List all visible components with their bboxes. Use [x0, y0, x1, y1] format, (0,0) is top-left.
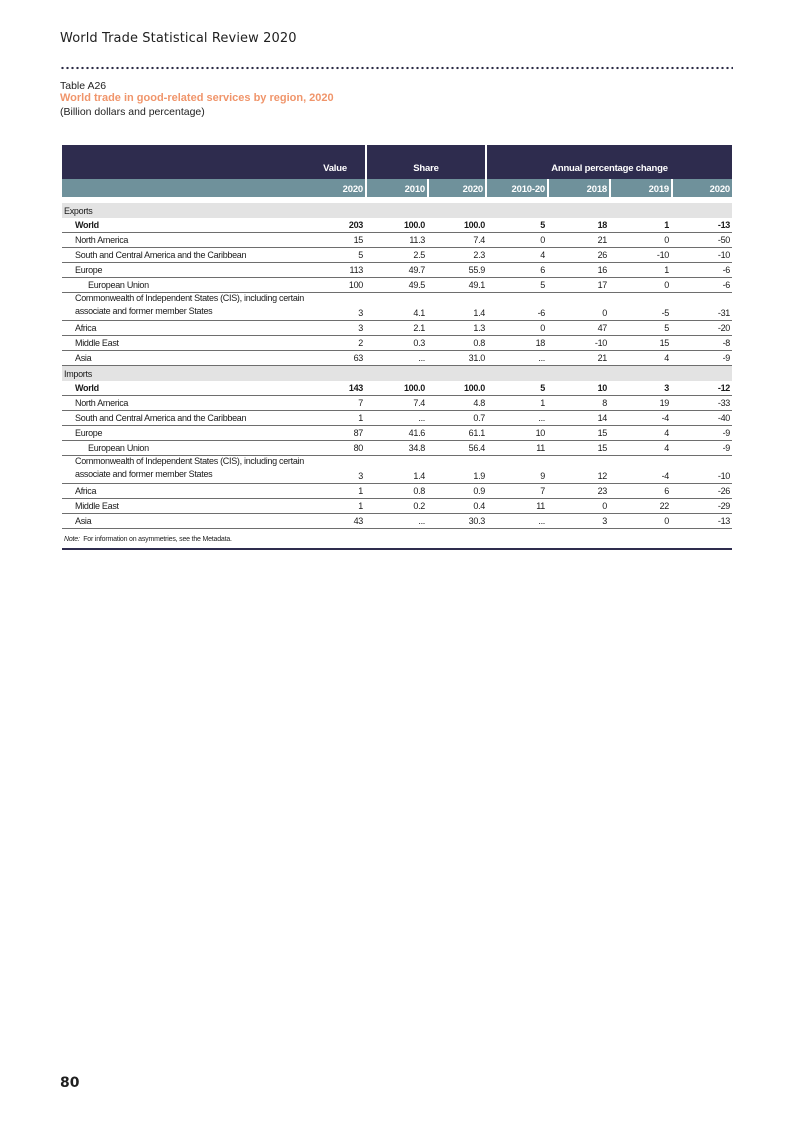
table-row [62, 233, 732, 248]
page-number: 80 [60, 1075, 80, 1091]
table-header-groups [62, 145, 732, 179]
row-value: 41.6 [408, 428, 425, 438]
section-label: Exports [64, 206, 93, 216]
row-value: 30.3 [468, 516, 485, 526]
row-value: -6 [722, 280, 730, 290]
row-value: 6 [664, 486, 669, 496]
table-row [62, 336, 732, 351]
row-value: 1 [358, 501, 363, 511]
row-value: 3 [358, 323, 363, 333]
imports-section-header [62, 366, 732, 381]
row-value: 100.0 [403, 220, 425, 230]
row-value: 1 [358, 486, 363, 496]
col-header: 2010-20 [511, 183, 545, 195]
row-label: North America [75, 235, 129, 245]
row-value: 55.9 [468, 265, 485, 275]
row-value: 23 [597, 486, 607, 496]
row-value: 11 [536, 443, 545, 453]
row-value: 34.8 [408, 443, 425, 453]
row-value: -20 [717, 323, 730, 333]
exports-section-header [62, 203, 732, 218]
row-value: -9 [722, 353, 730, 363]
row-value: 47 [597, 323, 607, 333]
row-value: 5 [358, 250, 363, 260]
row-value: 31.0 [468, 353, 485, 363]
row-label: Commonwealth of Independent States (CIS), including certain associate and former member States [75, 456, 304, 479]
row-value: 2.3 [473, 250, 485, 260]
row-value: ... [538, 413, 545, 423]
row-value: -13 [717, 516, 730, 526]
row-value: 87 [353, 428, 363, 438]
report-title: World Trade Statistical Review 2020 [60, 31, 297, 46]
row-value: 1.4 [413, 471, 425, 481]
data-table [62, 145, 732, 550]
row-value: 61.1 [468, 428, 485, 438]
row-label: Africa [75, 486, 97, 496]
row-value: 0.2 [413, 501, 425, 511]
row-value: 11 [536, 501, 545, 511]
row-value: 49.7 [408, 265, 425, 275]
row-value: -6 [722, 265, 730, 275]
row-value: -40 [717, 413, 730, 423]
row-value: 7 [540, 486, 545, 496]
row-value: 7.4 [413, 398, 425, 408]
row-value: 3 [602, 516, 607, 526]
row-value: 100 [348, 280, 363, 290]
row-value: -8 [722, 338, 730, 348]
exports-section [62, 203, 732, 366]
table-row [62, 218, 732, 233]
row-value: 0 [664, 280, 669, 290]
row-value: 3 [358, 308, 363, 318]
table-row [62, 381, 732, 396]
row-label: North America [75, 398, 129, 408]
row-value: 5 [540, 220, 545, 230]
section-label: Imports [64, 369, 92, 379]
header-group-value: Value [323, 162, 347, 174]
table-row [62, 426, 732, 441]
row-value: ... [418, 353, 425, 363]
row-value: 15 [659, 338, 669, 348]
row-label: Africa [75, 323, 97, 333]
row-value: -10 [717, 471, 730, 481]
row-value: 12 [597, 471, 607, 481]
imports-section [62, 366, 732, 529]
table-notes [62, 529, 732, 550]
row-value: -10 [656, 250, 669, 260]
row-value: 0 [664, 516, 669, 526]
row-value: 0.4 [473, 501, 485, 511]
row-value: 15 [597, 428, 607, 438]
row-value: 0.9 [473, 486, 485, 496]
row-value: 21 [597, 235, 607, 245]
table-row [62, 456, 732, 484]
row-value: 4 [540, 250, 545, 260]
row-value: 18 [535, 338, 545, 348]
row-value: 16 [597, 265, 607, 275]
row-value: 5 [540, 280, 545, 290]
row-value: 1.4 [473, 308, 485, 318]
row-label: World [75, 383, 99, 393]
row-value: 1 [664, 220, 669, 230]
row-value: 1 [358, 413, 363, 423]
table-row [62, 411, 732, 426]
row-value: -4 [661, 413, 669, 423]
row-label: South and Central America and the Caribbean [75, 250, 247, 260]
row-label: World [75, 220, 99, 230]
table-subtitle: (Billion dollars and percentage) [60, 106, 205, 118]
table-row [62, 321, 732, 336]
row-value: 3 [664, 383, 669, 393]
col-header: 2020 [342, 183, 363, 195]
note-text: For information on asymmetries, see the Metadata. [83, 536, 232, 543]
row-value: -5 [661, 308, 669, 318]
row-value: 4 [664, 443, 669, 453]
table-title: World trade in good-related services by region, 2020 [60, 92, 334, 104]
row-value: 18 [597, 220, 607, 230]
row-value: 7.4 [473, 235, 485, 245]
row-value: -10 [594, 338, 607, 348]
row-label: European Union [88, 443, 149, 453]
row-value: 2.1 [413, 323, 425, 333]
row-label: Commonwealth of Independent States (CIS), including certain associate and former member States [75, 293, 304, 316]
row-value: ... [418, 516, 425, 526]
row-value: ... [538, 516, 545, 526]
row-value: 143 [348, 383, 363, 393]
row-value: 49.5 [408, 280, 425, 290]
row-value: 9 [540, 471, 545, 481]
row-value: 15 [353, 235, 363, 245]
row-label: Middle East [75, 501, 119, 511]
row-value: ... [418, 413, 425, 423]
row-label: Middle East [75, 338, 119, 348]
col-header: 2020 [709, 183, 730, 195]
row-value: -12 [717, 383, 730, 393]
row-value: 5 [664, 323, 669, 333]
row-value: 100.0 [463, 220, 485, 230]
table-row [62, 396, 732, 411]
row-label: South and Central America and the Caribbean [75, 413, 247, 423]
row-value: 113 [349, 265, 363, 275]
row-value: 4.8 [473, 398, 485, 408]
row-value: -13 [717, 220, 730, 230]
row-value: -50 [717, 235, 730, 245]
row-value: 26 [597, 250, 607, 260]
row-value: -33 [717, 398, 730, 408]
row-value: -9 [722, 443, 730, 453]
row-value: 49.1 [468, 280, 485, 290]
row-value: 5 [540, 383, 545, 393]
row-value: 0.8 [473, 338, 485, 348]
row-value: -4 [661, 471, 669, 481]
row-value: -26 [717, 486, 730, 496]
col-header: 2019 [648, 183, 669, 195]
row-value: 43 [353, 516, 363, 526]
row-value: 6 [540, 265, 545, 275]
row-label: Asia [75, 516, 92, 526]
row-value: 10 [597, 383, 607, 393]
row-value: 0 [664, 235, 669, 245]
row-value: -29 [717, 501, 730, 511]
row-value: 2 [358, 338, 363, 348]
row-value: 7 [358, 398, 363, 408]
table-row [62, 441, 732, 456]
row-value: 11.3 [409, 235, 425, 245]
note-label: Note: [64, 536, 80, 543]
table-row [62, 278, 732, 293]
row-value: 0.8 [413, 486, 425, 496]
row-value: 4.1 [413, 308, 425, 318]
row-value: ... [538, 353, 545, 363]
row-value: 0 [540, 235, 545, 245]
col-header: 2018 [586, 183, 607, 195]
table-row [62, 484, 732, 499]
dotted-divider [60, 66, 733, 70]
row-value: 10 [535, 428, 545, 438]
row-value: 14 [597, 413, 607, 423]
table-row [62, 293, 732, 321]
row-value: 0 [540, 323, 545, 333]
row-value: 8 [602, 398, 607, 408]
table-row [62, 499, 732, 514]
row-value: 21 [597, 353, 607, 363]
row-label: Europe [75, 265, 103, 275]
row-value: 0 [602, 501, 607, 511]
row-value: 2.5 [413, 250, 425, 260]
row-value: 100.0 [403, 383, 425, 393]
row-value: 3 [358, 471, 363, 481]
row-value: 100.0 [463, 383, 485, 393]
row-value: 1.3 [473, 323, 485, 333]
row-value: 4 [664, 428, 669, 438]
row-label: European Union [88, 280, 149, 290]
row-value: 0.7 [473, 413, 485, 423]
row-value: 203 [348, 220, 363, 230]
row-value: 56.4 [468, 443, 485, 453]
row-value: -6 [537, 308, 545, 318]
table-header-columns [62, 179, 732, 197]
header-group-change: Annual percentage change [551, 162, 668, 174]
table-row [62, 351, 732, 366]
row-value: -10 [717, 250, 730, 260]
row-value: -9 [722, 428, 730, 438]
row-value: -31 [717, 308, 730, 318]
row-value: 1.9 [473, 471, 485, 481]
row-label: Asia [75, 353, 92, 363]
row-value: 63 [353, 353, 363, 363]
header-group-share: Share [413, 162, 439, 174]
row-value: 80 [353, 443, 363, 453]
col-header: 2010 [404, 183, 425, 195]
row-label: Europe [75, 428, 103, 438]
table-row [62, 248, 732, 263]
row-value: 4 [664, 353, 669, 363]
col-header: 2020 [462, 183, 483, 195]
row-value: 17 [597, 280, 607, 290]
row-value: 1 [540, 398, 545, 408]
row-value: 19 [659, 398, 669, 408]
row-value: 0 [602, 308, 607, 318]
table-row [62, 263, 732, 278]
row-value: 15 [597, 443, 607, 453]
row-value: 22 [659, 501, 669, 511]
row-value: 0.3 [413, 338, 425, 348]
table-id: Table A26 [60, 80, 107, 92]
table-row [62, 514, 732, 529]
row-value: 1 [664, 265, 669, 275]
